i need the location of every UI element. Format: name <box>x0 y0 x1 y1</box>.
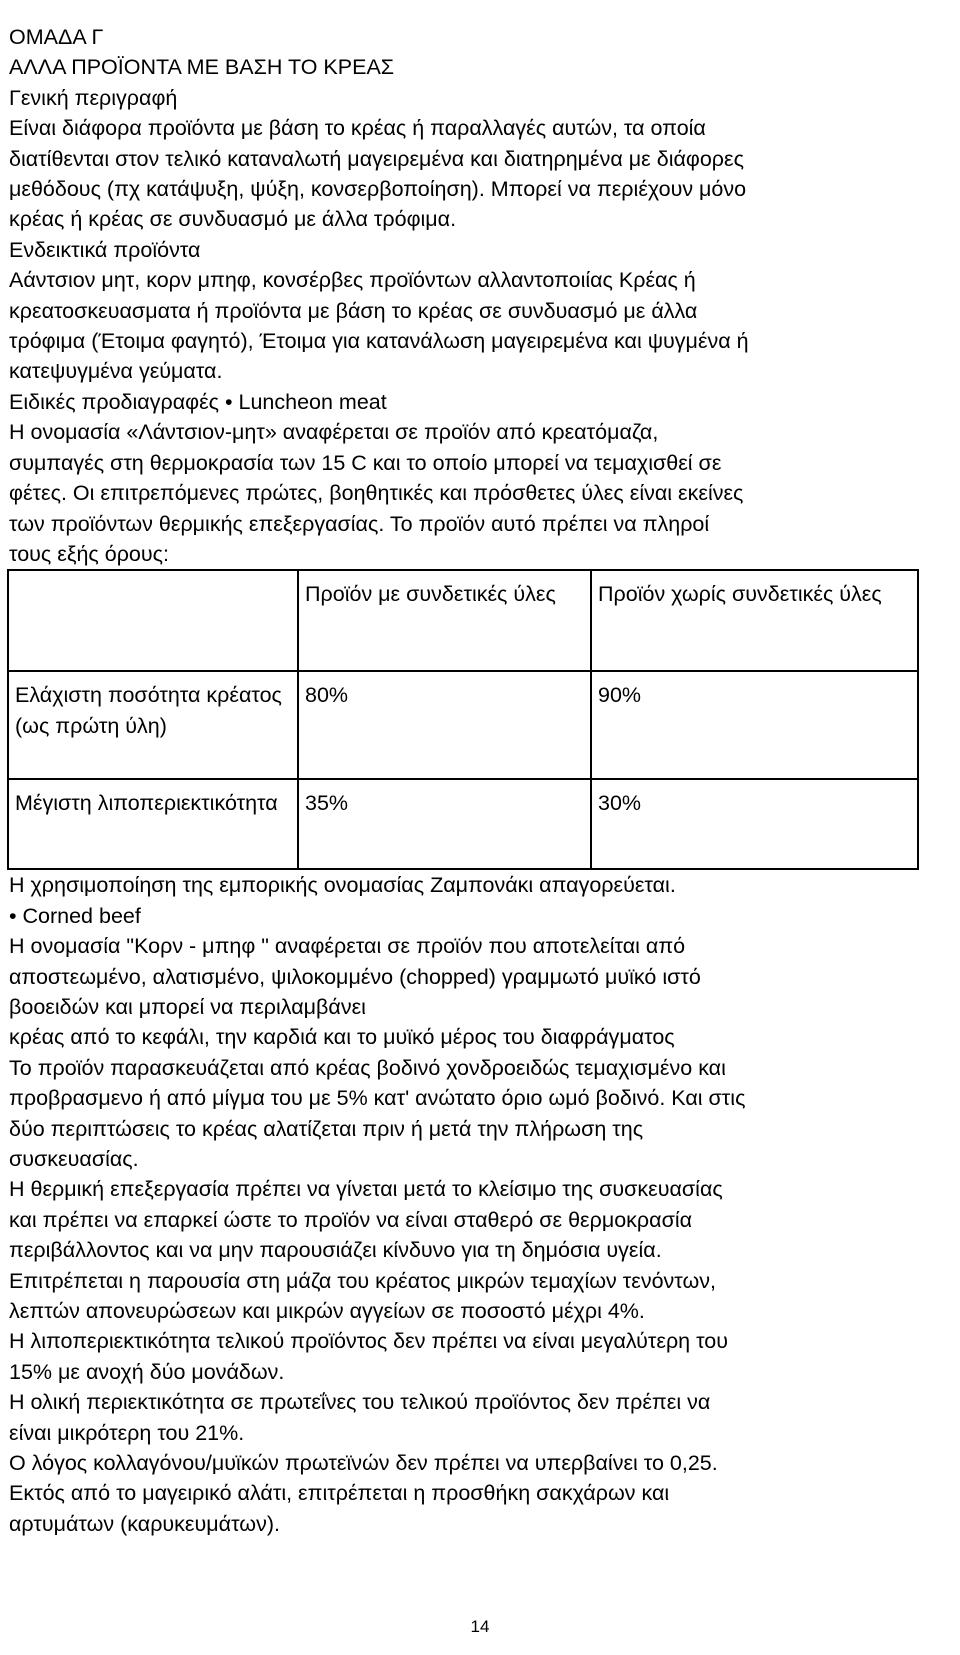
table-cell: 30% <box>591 779 918 869</box>
text-line: 15% με ανοχή δύο μονάδων. <box>9 1359 285 1384</box>
text-line: βοοειδών και μπορεί να περιλαμβάνει <box>9 994 366 1019</box>
page-number: 14 <box>470 1617 490 1636</box>
subheading-corned-beef: • Corned beef <box>9 903 141 928</box>
text-line: συμπαγές στη θερμοκρασία των 15 C και το οποίο μπορεί να τεμαχισθεί σε <box>9 450 722 475</box>
text-line: κρέας ή κρέας σε συνδυασμό με άλλα τρόφιμα. <box>9 207 457 232</box>
text-line: Η λιποπεριεκτικότητα τελικού προϊόντος δεν πρέπει να είναι μεγαλύτερη του <box>9 1329 729 1354</box>
table-header-cell-empty <box>8 570 298 671</box>
text-line: Η ολική περιεκτικότητα σε πρωτεΐνες του τελικού προϊόντος δεν πρέπει να <box>9 1390 711 1415</box>
text-line: Ο λόγος κολλαγόνου/μυϊκών πρωτεϊνών δεν πρέπει να υπερβαίνει το 0,25. <box>9 1451 718 1476</box>
subheading-general-description: Γενική περιγραφή <box>9 85 178 110</box>
text-line: αποστεωμένο, αλατισμένο, ψιλοκομμένο (chopped) γραμμωτό μυϊκό ιστό <box>9 964 701 989</box>
table-cell: 80% <box>298 671 591 779</box>
text-line: Είναι διάφορα προϊόντα με βάση το κρέας ή παραλλαγές αυτών, τα οποία <box>9 116 706 141</box>
text-line: δύο περιπτώσεις το κρέας αλατίζεται πριν ή μετά την πλήρωση της <box>9 1116 644 1141</box>
section-heading: ΑΛΛΑ ΠΡΟΪΟΝΤΑ ΜΕ ΒΑΣΗ ΤΟ ΚΡΕΑΣ <box>9 55 395 80</box>
table-header-row <box>8 570 918 671</box>
text-line: Η ονομασία "Κορν - μπηφ " αναφέρεται σε προϊόν που αποτελείται από <box>9 934 686 959</box>
text-line: και πρέπει να επαρκεί ώστε το προϊόν να είναι σταθερό σε θερμοκρασία <box>9 1207 693 1232</box>
text-line: λεπτών απονευρώσεων και μικρών αγγείων σε ποσοστό μέχρι 4%. <box>9 1299 645 1323</box>
table-header-cell: Προϊόν χωρίς συνδετικές ύλες <box>591 570 918 671</box>
table-row-label: Ελάχιστη ποσότητα κρέατος (ως πρώτη ύλη) <box>8 671 298 779</box>
text-line: των προϊόντων θερμικής επεξεργασίας. Το προϊόν αυτό πρέπει να πληροί <box>9 511 710 536</box>
text-line: Αάντσιον μητ, κορν μπηφ, κονσέρβες προϊόντων αλλαντοποιίας Κρέας ή <box>9 268 696 293</box>
text-line: Η θερμική επεξεργασία πρέπει να γίνεται μετά το κλείσιμο της συσκευασίας <box>9 1177 723 1202</box>
table-header-cell: Προϊόν με συνδετικές ύλες <box>298 570 591 671</box>
section-top <box>9 22 949 569</box>
text-line: κατεψυγμένα γεύματα. <box>9 359 223 384</box>
document-body <box>9 22 949 1539</box>
text-line: κρέας από το κεφάλι, την καρδιά και το μυϊκό μέρος του διαφράγματος <box>9 1025 675 1050</box>
text-line: είναι μικρότερη του 21%. <box>9 1420 245 1445</box>
text-line: διατίθενται στον τελικό καταναλωτή μαγειρεμένα και διατηρημένα με διάφορες <box>9 146 744 171</box>
text-line: Εκτός από το μαγειρικό αλάτι, επιτρέπεται η προσθήκη σακχάρων και <box>9 1481 670 1506</box>
text-line: κρεατοσκευασματα ή προϊόντα με βάση το κρέας σε συνδυασμό με άλλα <box>9 298 698 323</box>
table-row <box>8 671 918 779</box>
subheading-specifications: Ειδικές προδιαγραφές • Luncheon meat <box>9 389 387 414</box>
text-line: τους εξής όρους: <box>9 541 169 566</box>
table-cell: 35% <box>298 779 591 869</box>
specification-table <box>7 569 919 870</box>
text-line: τρόφιμα (Έτοιμα φαγητό), Έτοιμα για κατανάλωση μαγειρεμένα και ψυγμένα ή <box>9 329 749 354</box>
text-line: Η ονομασία «Λάντσιον-μητ» αναφέρεται σε προϊόν από κρεατόμαζα, <box>9 420 659 445</box>
table-row <box>8 779 918 869</box>
text-line: περιβάλλοντος και να μην παρουσιάζει κίνδυνο για τη δημόσια υγεία. <box>9 1238 662 1263</box>
section-bottom <box>9 870 949 1539</box>
text-line: συσκευασίας. <box>9 1146 139 1171</box>
text-line: αρτυμάτων (καρυκευμάτων). <box>9 1511 280 1536</box>
subheading-indicative-products: Ενδεικτικά προϊόντα <box>9 237 201 262</box>
text-line: φέτες. Οι επιτρεπόμενες πρώτες, βοηθητικές και πρόσθετες ύλες είναι εκείνες <box>9 481 744 506</box>
text-line: προβρασμενο ή από μίγμα του με 5% κατ' ανώτατο όριο ωμό βοδινό. Και στις <box>9 1086 746 1111</box>
table-cell: 90% <box>591 671 918 779</box>
text-line: μεθόδους (πχ κατάψυξη, ψύξη, κονσερβοποίηση). Μπορεί να περιέχουν μόνο <box>9 177 747 202</box>
text-line: Η χρησιμοποίηση της εμπορικής ονομασίας Ζαμπονάκι απαγορεύεται. <box>9 873 676 898</box>
text-line: Το προϊόν παρασκευάζεται από κρέας βοδινό χονδροειδώς τεμαχισμένο και <box>9 1055 726 1080</box>
table-row-label: Μέγιστη λιποπεριεκτικότητα <box>8 779 298 869</box>
group-title: ΟΜΑΔΑ Γ <box>9 25 104 49</box>
text-line: Επιτρέπεται η παρουσία στη μάζα του κρέατος μικρών τεμαχίων τενόντων, <box>9 1268 716 1293</box>
